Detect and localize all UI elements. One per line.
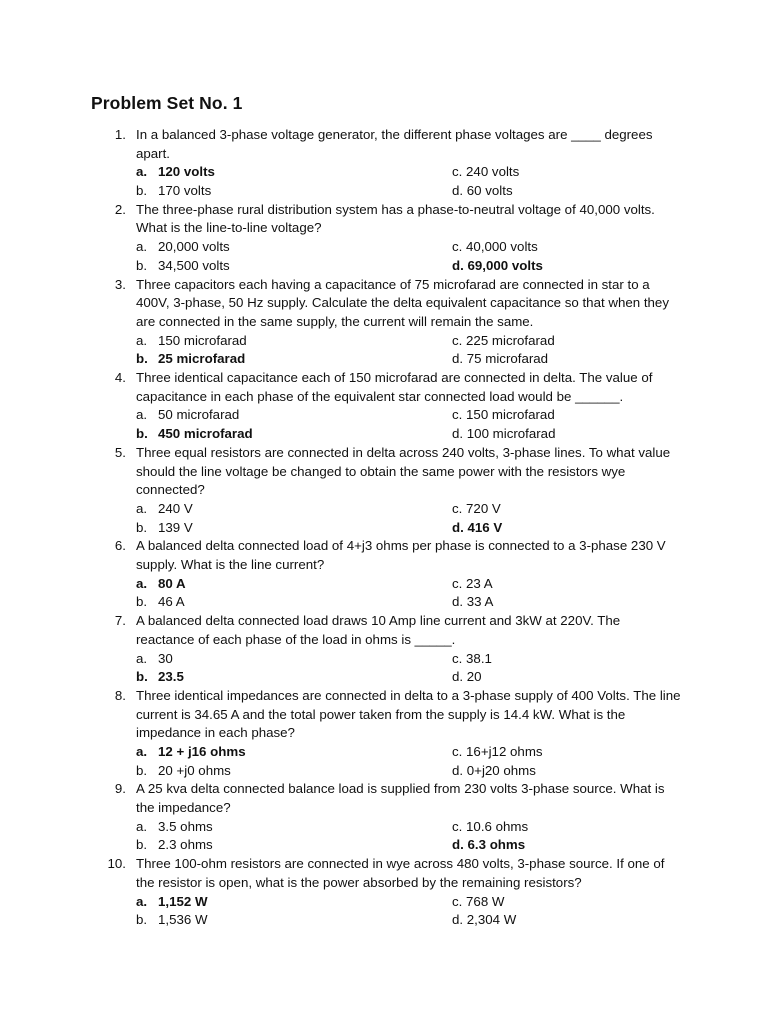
option-d: d. 60 volts (452, 183, 513, 199)
option-letter-a: a. (136, 332, 148, 348)
option-d: d. 75 microfarad (452, 351, 549, 367)
question-number: 9. (114, 781, 126, 797)
options-row (0, 406, 768, 425)
question-item (0, 537, 768, 612)
option-a: 150 microfarad (158, 332, 247, 348)
options-row (0, 668, 768, 687)
option-d: d. 2,304 W (452, 912, 517, 928)
options-row (0, 238, 768, 257)
options-row (0, 743, 768, 762)
option-d: d. 416 V (452, 519, 503, 535)
question-item (0, 276, 768, 369)
option-a: 30 (158, 650, 173, 666)
option-d: d. 100 microfarad (452, 426, 556, 442)
question-number: 1. (114, 127, 126, 142)
options-row (0, 911, 768, 930)
question-list (0, 126, 768, 930)
question-text: Three 100-ohm resistors are connected in wye across 480 volts, 3-phase source. If one of the resistor is open, what is the power absorbed by the remaining resistors? (136, 856, 665, 890)
option-c: c. 10.6 ohms (452, 818, 529, 834)
options-row (0, 575, 768, 594)
question-item (0, 369, 768, 444)
option-c: c. 40,000 volts (452, 239, 538, 255)
question-text: Three equal resistors are connected in delta across 240 volts, 3-phase lines. To what value should the line voltage be changed to obtain the same power with the resistors wye connected? (136, 444, 671, 498)
option-b: 170 volts (158, 183, 212, 199)
option-b: 23.5 (158, 669, 184, 685)
question-number: 10. (107, 856, 126, 872)
option-a: 240 V (158, 500, 193, 516)
question-item (0, 687, 768, 780)
option-d: d. 6.3 ohms (452, 837, 526, 853)
question-number: 6. (114, 538, 126, 554)
option-d: d. 33 A (452, 594, 494, 610)
question-number: 4. (114, 370, 126, 386)
question-number: 3. (114, 276, 126, 292)
question-text: In a balanced 3-phase voltage generator, the different phase voltages are ____ degrees apart. (136, 127, 653, 161)
option-b: 25 microfarad (158, 351, 246, 367)
option-letter-a: a. (136, 893, 148, 909)
option-c: c. 150 microfarad (452, 407, 555, 423)
question-text: Three capacitors each having a capacitance of 75 microfarad are connected in star to a 400V, 3-phase, 50 Hz supply. Calculate the delta equivalent capacitance so that when they are connected in the same supply, the current will remain the same. (136, 276, 669, 329)
question-number: 8. (114, 687, 126, 703)
question-number: 5. (114, 444, 126, 460)
option-letter-a: a. (136, 500, 148, 516)
option-c: c. 23 A (452, 575, 493, 591)
option-d: d. 20 (452, 669, 482, 685)
options-row (0, 519, 768, 538)
option-letter-b: b. (136, 426, 148, 442)
options-row (0, 818, 768, 837)
options-row (0, 182, 768, 201)
option-d: d. 69,000 volts (452, 257, 543, 273)
option-letter-b: b. (136, 669, 148, 685)
option-letter-b: b. (136, 183, 148, 199)
options-row (0, 836, 768, 855)
option-letter-b: b. (136, 762, 148, 778)
option-letter-b: b. (136, 351, 148, 367)
question-item (0, 855, 768, 930)
option-c: c. 225 microfarad (452, 332, 555, 348)
option-letter-b: b. (136, 519, 148, 535)
option-a: 1,152 W (158, 893, 208, 909)
option-c: c. 38.1 (452, 650, 492, 666)
option-c: c. 240 volts (452, 164, 520, 180)
options-row (0, 500, 768, 519)
option-b: 46 A (158, 594, 185, 610)
option-c: c. 768 W (452, 893, 505, 909)
question-number: 2. (114, 201, 126, 217)
options-row (0, 893, 768, 912)
option-letter-a: a. (136, 818, 148, 834)
question-text: A balanced delta connected load of 4+j3 ohms per phase is connected to a 3-phase 230 V supply. What is the line current? (136, 538, 666, 573)
option-a: 3.5 ohms (158, 818, 213, 834)
option-letter-a: a. (136, 407, 148, 423)
question-item (0, 780, 768, 855)
option-a: 20,000 volts (158, 239, 230, 255)
option-a: 120 volts (158, 164, 215, 180)
option-b: 34,500 volts (158, 257, 230, 273)
option-d: d. 0+j20 ohms (452, 762, 536, 778)
option-letter-b: b. (136, 257, 148, 273)
question-item (0, 126, 768, 201)
option-letter-a: a. (136, 650, 148, 666)
option-b: 20 +j0 ohms (158, 762, 231, 778)
option-b: 1,536 W (158, 912, 208, 928)
option-letter-a: a. (136, 239, 148, 255)
option-letter-b: b. (136, 912, 148, 928)
option-letter-a: a. (136, 164, 148, 180)
options-row (0, 650, 768, 669)
option-b: 139 V (158, 519, 193, 535)
options-row (0, 425, 768, 444)
options-row (0, 332, 768, 351)
option-a: 80 A (158, 575, 186, 591)
option-a: 12 + j16 ohms (158, 743, 246, 759)
options-row (0, 257, 768, 276)
options-row (0, 350, 768, 369)
question-text: The three-phase rural distribution system has a phase-to-neutral voltage of 40,000 volts. What is the line-to-line voltage? (136, 201, 655, 236)
question-item (0, 444, 768, 537)
option-c: c. 720 V (452, 500, 501, 516)
options-row (0, 593, 768, 612)
question-item (0, 612, 768, 687)
options-row (0, 163, 768, 182)
option-letter-b: b. (136, 594, 148, 610)
option-b: 2.3 ohms (158, 837, 213, 853)
options-row (0, 762, 768, 781)
page-title: Problem Set No. 1 (91, 93, 243, 113)
question-text: Three identical capacitance each of 150 microfarad are connected in delta. The value of capacitance in each phase of the equivalent star connected load would be ______. (136, 370, 653, 404)
question-number: 7. (114, 613, 126, 629)
option-letter-b: b. (136, 837, 148, 853)
option-c: c. 16+j12 ohms (452, 743, 543, 759)
question-text: Three identical impedances are connected in delta to a 3-phase supply of 400 Volts. The line current is 34.65 A and the total power taken from the supply is 14.4 kW. What is the impedance in each phase? (136, 687, 681, 741)
option-letter-a: a. (136, 743, 148, 759)
question-text: A balanced delta connected load draws 10 Amp line current and 3kW at 220V. The reactance of each phase of the load in ohms is _____. (136, 613, 621, 647)
question-text: A 25 kva delta connected balance load is supplied from 230 volts 3-phase source. What is the impedance? (136, 781, 665, 816)
option-a: 50 microfarad (158, 407, 240, 423)
option-letter-a: a. (136, 575, 148, 591)
option-b: 450 microfarad (158, 426, 253, 442)
question-item (0, 201, 768, 276)
